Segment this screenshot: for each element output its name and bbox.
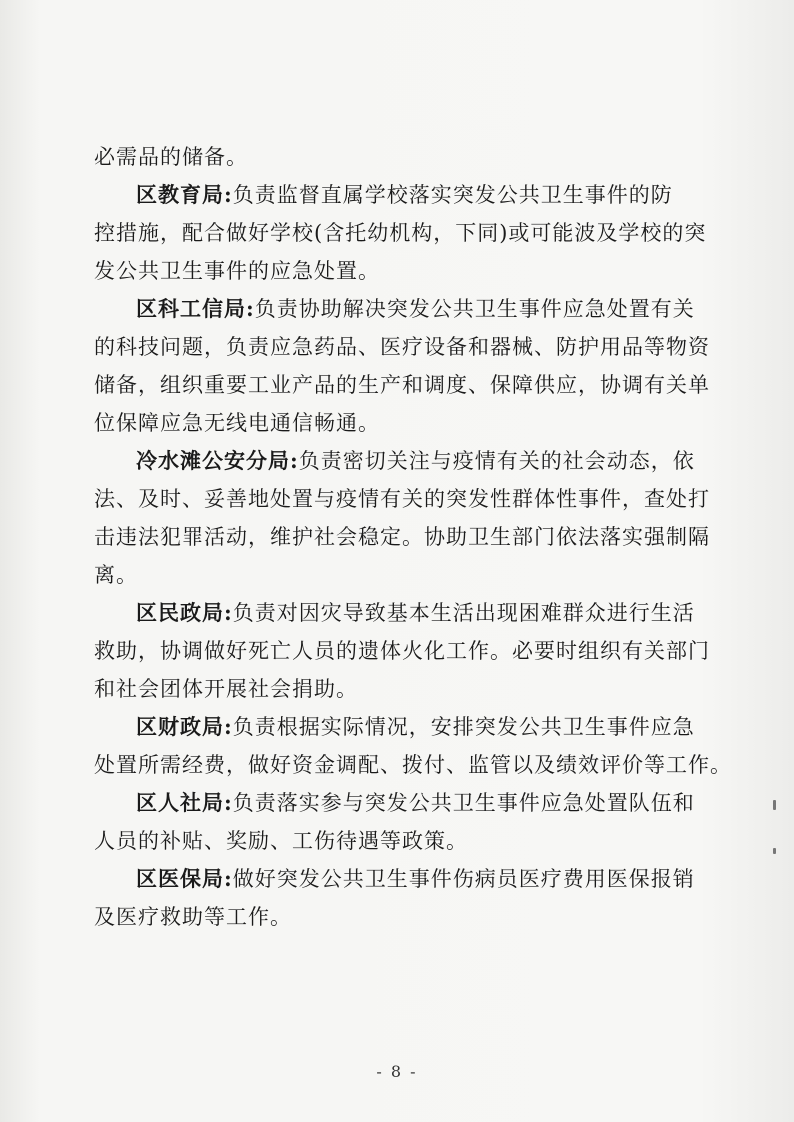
text-line: [94, 290, 704, 328]
document-body: [94, 138, 732, 936]
text-line: [94, 822, 704, 860]
text-line: [94, 556, 704, 594]
text-line: [94, 518, 710, 556]
line-text: 储备，组织重要工业产品的生产和调度、保障供应，协调有关单: [94, 373, 710, 397]
paragraph: [94, 784, 704, 860]
line-text: 救助，协调做好死亡人员的遗体火化工作。必要时组织有关部门: [94, 639, 710, 663]
text-line: [94, 632, 710, 670]
department-label: 区人社局:: [136, 790, 233, 815]
line-text: 控措施，配合做好学校(含托幼机构，下同)或可能波及学校的突: [94, 221, 707, 245]
line-text: 负责落实参与突发公共卫生事件应急处置队伍和: [232, 791, 695, 815]
text-line: [94, 328, 710, 366]
paragraph: [94, 594, 710, 708]
line-text: 负责根据实际情况，安排突发公共卫生事件应急: [232, 715, 695, 739]
department-label: 区民政局:: [136, 600, 233, 625]
text-line: [94, 670, 704, 708]
line-text: 法、及时、妥善地处置与疫情有关的突发性群体性事件，查处打: [94, 487, 710, 511]
text-line: [94, 746, 732, 784]
paragraph: [94, 708, 732, 784]
text-line: [94, 214, 707, 252]
line-text: 负责密切关注与疫情有关的社会动态，依: [298, 449, 695, 473]
department-label: 区医保局:: [136, 866, 233, 891]
line-text: 发公共卫生事件的应急处置。: [94, 259, 380, 283]
page-number: - 8 -: [376, 1062, 418, 1081]
paragraph: [94, 442, 710, 594]
line-text: 人员的补贴、奖励、工伤待遇等政策。: [94, 829, 468, 853]
line-text: 的科技问题，负责应急药品、医疗设备和器械、防护用品等物资: [94, 335, 710, 359]
text-line: [94, 784, 704, 822]
line-text: 做好突发公共卫生事件伤病员医疗费用医保报销: [232, 867, 695, 891]
department-label: 区教育局:: [136, 182, 233, 207]
text-line: [94, 138, 704, 176]
scan-mark: [773, 800, 776, 810]
text-line: [94, 442, 704, 480]
paragraph: [94, 290, 710, 442]
line-text: 和社会团体开展社会捐助。: [94, 677, 358, 701]
line-text: 及医疗救助等工作。: [94, 905, 292, 929]
line-text: 击违法犯罪活动，维护社会稳定。协助卫生部门依法落实强制隔: [94, 525, 710, 549]
paragraph: [94, 860, 704, 936]
line-text: 离。: [94, 563, 138, 587]
text-line: [94, 366, 710, 404]
text-line: [94, 594, 704, 632]
paragraph: [94, 176, 707, 290]
line-text: 必需品的储备。: [94, 145, 248, 169]
text-line: [94, 898, 704, 936]
text-line: [94, 708, 704, 746]
department-label: 冷水滩公安分局:: [136, 448, 299, 473]
line-text: 负责监督直属学校落实突发公共卫生事件的防: [232, 183, 673, 207]
department-label: 区财政局:: [136, 714, 233, 739]
text-line: [94, 176, 704, 214]
line-text: 位保障应急无线电通信畅通。: [94, 411, 380, 435]
text-line: [94, 480, 710, 518]
line-text: 处置所需经费，做好资金调配、拨付、监管以及绩效评价等工作。: [94, 753, 732, 777]
line-text: 负责协助解决突发公共卫生事件应急处置有关: [254, 297, 695, 321]
line-text: 负责对因灾导致基本生活出现困难群众进行生活: [232, 601, 695, 625]
department-label: 区科工信局:: [136, 296, 255, 321]
scan-mark: [773, 848, 776, 854]
paragraph: [94, 138, 704, 176]
text-line: [94, 860, 704, 898]
text-line: [94, 252, 704, 290]
text-line: [94, 404, 704, 442]
